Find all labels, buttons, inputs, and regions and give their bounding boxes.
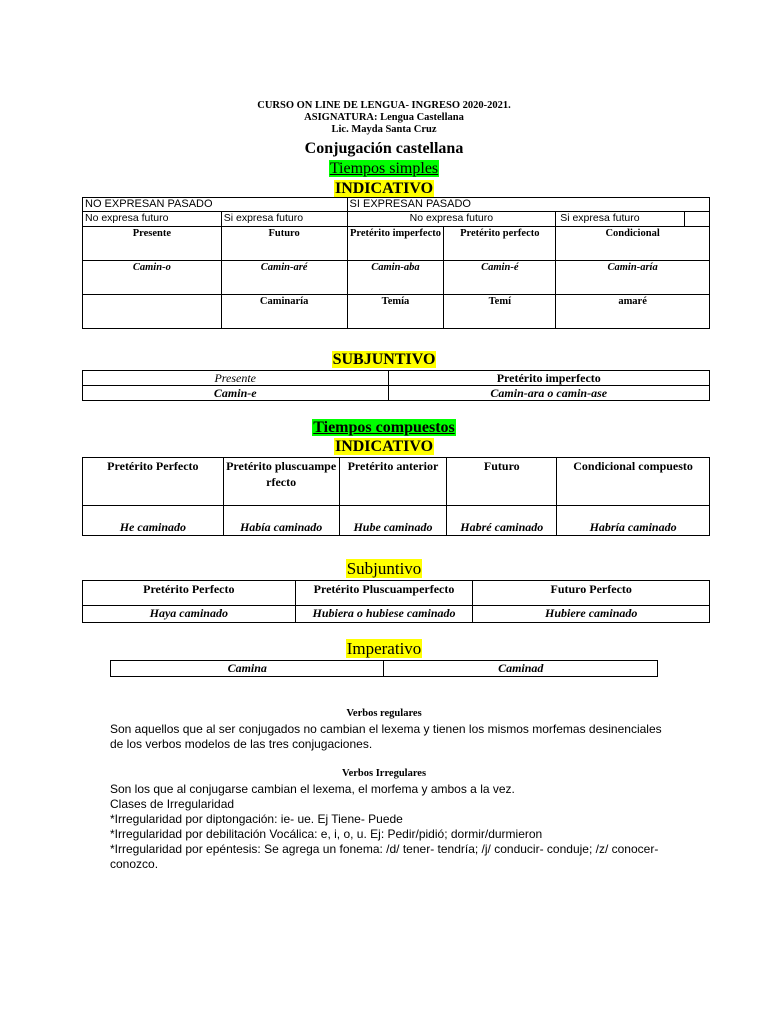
irregularidad-debilitacion: *Irregularidad por debilitación Vocálica: e, i, o, u. Ej: Pedir/pidió; dormir/durmieron: [110, 827, 543, 841]
col-header-preterito-perfecto: Pretérito perfecto: [444, 227, 556, 261]
tiempos-compuestos-heading: Tiempos compuestos: [313, 419, 455, 436]
col-header-condicional: Condicional: [556, 227, 710, 261]
subjuntivo-value-presente: Camin-e: [83, 386, 389, 401]
example-futuro: Caminaría: [221, 295, 347, 329]
compuesto-value-pluscuamperfecto: Había caminado: [223, 506, 339, 536]
verbos-regulares-heading: Verbos regulares: [346, 708, 422, 719]
si-expresan-pasado-cell: SI EXPRESAN PASADO: [347, 198, 709, 212]
subject-line: ASIGNATURA: Lengua Castellana: [304, 112, 464, 123]
compuesto-header-pluscuamperfecto: Pretérito pluscuamperfecto: [223, 458, 339, 506]
indicativo-heading: INDICATIVO: [334, 180, 434, 197]
subjuntivo-value-preterito-imperfecto: Camin-ara o camin-ase: [388, 386, 710, 401]
teacher-line: Lic. Mayda Santa Cruz: [331, 124, 437, 135]
camin-presente: Camin-o: [83, 261, 222, 295]
verbos-irregulares-heading: Verbos Irregulares: [341, 768, 427, 779]
compuesto-header-preterito-perfecto: Pretérito Perfecto: [83, 458, 224, 506]
camin-preterito-perfecto: Camin-é: [444, 261, 556, 295]
irregularidad-diptongacion: *Irregularidad por diptongación: ie- ue. Ej Tiene- Puede: [110, 812, 403, 826]
subjuntivo-compuesto-table: [82, 580, 710, 623]
example-preterito-imperfecto: Temía: [347, 295, 444, 329]
imperativo-heading: Imperativo: [346, 639, 422, 658]
imperativo-plural: Caminad: [384, 661, 658, 677]
si-expresa-futuro-cell: Si expresa futuro: [221, 212, 347, 227]
imperativo-table: [110, 660, 658, 677]
verbos-regulares-text: Son aquellos que al ser conjugados no cambian el lexema y tienen los mismos morfemas desinenciales de los verbos modelos de las tres conjugaciones.: [110, 722, 662, 751]
compuestos-indicativo-heading: INDICATIVO: [334, 438, 434, 455]
course-title: CURSO ON LINE DE LENGUA- INGRESO 2020-2021.: [257, 100, 511, 111]
irregulares-clases: Clases de Irregularidad: [110, 797, 235, 811]
subjuntivo-compuesto-heading: Subjuntivo: [346, 559, 422, 578]
page-title: Conjugación castellana: [304, 140, 464, 157]
example-presente: [83, 295, 222, 329]
subjuntivo-simple-table: [82, 370, 710, 401]
no-expresan-pasado-cell: NO EXPRESAN PASADO: [83, 198, 348, 212]
irregulares-definition: Son los que al conjugarse cambian el lexema, el morfema y ambos a la vez.: [110, 782, 515, 796]
subjuntivo-header-presente: Presente: [83, 371, 389, 386]
col-header-preterito-imperfecto: Pretérito imperfecto: [347, 227, 444, 261]
compuesto-header-futuro: Futuro: [447, 458, 557, 506]
verbos-irregulares-text: [110, 782, 670, 872]
imperativo-singular: Camina: [111, 661, 384, 677]
no-expresa-futuro-cell: No expresa futuro: [83, 212, 222, 227]
compuesto-value-condicional: Habría caminado: [557, 506, 710, 536]
compuesto-value-preterito-perfecto: He caminado: [83, 506, 224, 536]
tiempos-simples-table: [82, 197, 710, 329]
subjuntivo-heading: SUBJUNTIVO: [332, 351, 436, 368]
irregularidad-epentesis: *Irregularidad por epéntesis: Se agrega un fonema: /d/ tener- tendría; /j/ conducir- conduje; /z/ conocer- conozco.: [110, 842, 659, 871]
col-header-futuro: Futuro: [221, 227, 347, 261]
subj-comp-header-pluscuamperfecto: Pretérito Pluscuamperfecto: [295, 581, 473, 606]
camin-futuro: Camin-aré: [221, 261, 347, 295]
subj-comp-header-preterito-perfecto: Pretérito Perfecto: [83, 581, 296, 606]
subj-comp-value-futuro-perfecto: Hubiere caminado: [473, 606, 710, 623]
compuesto-header-preterito-anterior: Pretérito anterior: [339, 458, 447, 506]
no-expresa-futuro-cell: No expresa futuro: [347, 212, 556, 227]
compuesto-header-condicional: Condicional compuesto: [557, 458, 710, 506]
example-condicional: amaré: [556, 295, 710, 329]
example-preterito-perfecto: Temí: [444, 295, 556, 329]
tiempos-compuestos-table: [82, 457, 710, 536]
camin-condicional: Camin-aría: [556, 261, 710, 295]
compuesto-value-preterito-anterior: Hube caminado: [339, 506, 447, 536]
si-expresa-futuro-cell: Si expresa futuro: [556, 212, 710, 227]
compuesto-value-futuro: Habré caminado: [447, 506, 557, 536]
subjuntivo-header-preterito-imperfecto: Pretérito imperfecto: [388, 371, 710, 386]
tiempos-simples-heading: Tiempos simples: [329, 160, 439, 177]
subj-comp-value-preterito-perfecto: Haya caminado: [83, 606, 296, 623]
subj-comp-header-futuro-perfecto: Futuro Perfecto: [473, 581, 710, 606]
subj-comp-value-pluscuamperfecto: Hubiera o hubiese caminado: [295, 606, 473, 623]
col-header-presente: Presente: [83, 227, 222, 261]
camin-preterito-imperfecto: Camin-aba: [347, 261, 444, 295]
